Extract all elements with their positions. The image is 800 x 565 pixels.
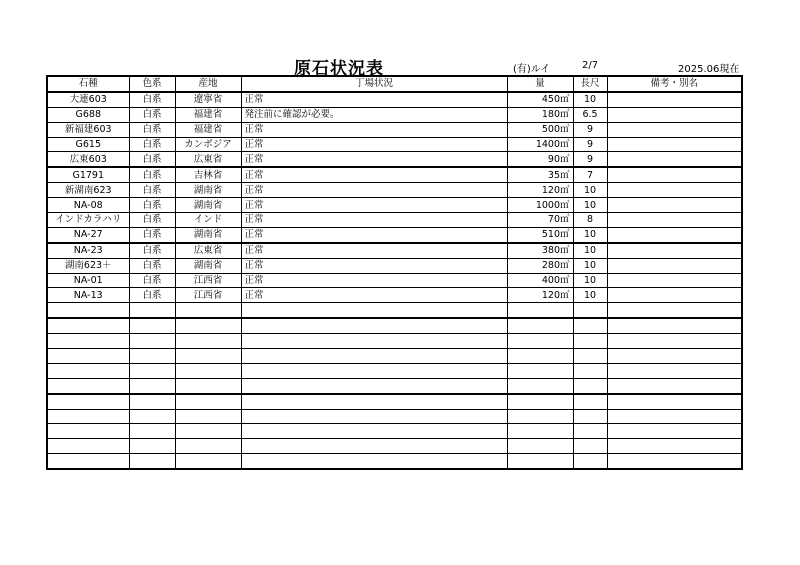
- cell-quantity: 400㎥: [507, 273, 573, 288]
- cell-notes: [607, 349, 742, 364]
- cell-length: 10: [573, 243, 607, 258]
- cell-origin: [175, 349, 241, 364]
- cell-notes: [607, 213, 742, 228]
- cell-origin: [175, 454, 241, 469]
- cell-quantity: 510㎥: [507, 227, 573, 242]
- cell-length: [573, 318, 607, 333]
- cell-quantity: 1000㎥: [507, 198, 573, 213]
- cell-origin: [175, 409, 241, 424]
- col-header-quarry-status: 丁場状況: [241, 76, 507, 92]
- cell-stone-type: 大連603: [47, 92, 129, 107]
- cell-quarry-status: 正常: [241, 92, 507, 107]
- cell-origin: [175, 424, 241, 439]
- cell-stone-type: NA-08: [47, 198, 129, 213]
- table-row: [47, 107, 742, 122]
- cell-stone-type: G615: [47, 137, 129, 152]
- cell-quantity: 450㎥: [507, 92, 573, 107]
- table-row: [47, 349, 742, 364]
- cell-origin: 広東省: [175, 243, 241, 258]
- cell-color: 白系: [129, 167, 175, 182]
- cell-quarry-status: [241, 409, 507, 424]
- cell-quantity: [507, 424, 573, 439]
- cell-length: 10: [573, 288, 607, 303]
- cell-color: [129, 439, 175, 454]
- cell-quarry-status: [241, 334, 507, 349]
- cell-length: [573, 454, 607, 469]
- cell-notes: [607, 107, 742, 122]
- cell-stone-type: [47, 349, 129, 364]
- cell-origin: 湖南省: [175, 198, 241, 213]
- col-header-color: 色系: [129, 76, 175, 92]
- cell-length: 9: [573, 152, 607, 167]
- cell-quantity: 380㎥: [507, 243, 573, 258]
- table-row: [47, 152, 742, 167]
- table-row: [47, 122, 742, 137]
- cell-stone-type: 新湖南623: [47, 183, 129, 198]
- page-number: 2/7: [582, 60, 599, 71]
- cell-quantity: 180㎥: [507, 107, 573, 122]
- cell-notes: [607, 454, 742, 469]
- cell-stone-type: [47, 318, 129, 333]
- company-name: (有)ルイ: [513, 64, 551, 75]
- cell-stone-type: インドカラハリ: [47, 213, 129, 228]
- cell-quarry-status: 正常: [241, 167, 507, 182]
- cell-quantity: [507, 409, 573, 424]
- cell-notes: [607, 409, 742, 424]
- table-row: [47, 454, 742, 469]
- cell-color: [129, 363, 175, 378]
- cell-length: 10: [573, 198, 607, 213]
- cell-quarry-status: 発注前に確認が必要。: [241, 107, 507, 122]
- cell-notes: [607, 258, 742, 273]
- cell-notes: [607, 273, 742, 288]
- table-row: [47, 394, 742, 409]
- table-row: [47, 409, 742, 424]
- cell-length: 7: [573, 167, 607, 182]
- table-row: [47, 227, 742, 242]
- cell-origin: [175, 334, 241, 349]
- cell-quarry-status: [241, 303, 507, 318]
- cell-length: 8: [573, 213, 607, 228]
- cell-stone-type: G688: [47, 107, 129, 122]
- cell-length: [573, 378, 607, 393]
- cell-stone-type: NA-13: [47, 288, 129, 303]
- cell-quarry-status: [241, 424, 507, 439]
- cell-quarry-status: 正常: [241, 213, 507, 228]
- cell-stone-type: [47, 439, 129, 454]
- table-header-row: [47, 76, 742, 92]
- cell-quantity: [507, 439, 573, 454]
- cell-length: 10: [573, 92, 607, 107]
- cell-notes: [607, 303, 742, 318]
- col-header-notes: 備考・別名: [607, 76, 742, 92]
- cell-quantity: 280㎥: [507, 258, 573, 273]
- cell-origin: 江西省: [175, 288, 241, 303]
- cell-notes: [607, 363, 742, 378]
- cell-origin: 広東省: [175, 152, 241, 167]
- cell-notes: [607, 378, 742, 393]
- cell-origin: [175, 303, 241, 318]
- cell-length: 10: [573, 227, 607, 242]
- cell-color: 白系: [129, 122, 175, 137]
- table-row: [47, 258, 742, 273]
- cell-notes: [607, 334, 742, 349]
- cell-stone-type: NA-23: [47, 243, 129, 258]
- cell-origin: 江西省: [175, 273, 241, 288]
- table-row: [47, 92, 742, 107]
- cell-length: 10: [573, 273, 607, 288]
- cell-quantity: 35㎥: [507, 167, 573, 182]
- cell-length: 9: [573, 122, 607, 137]
- cell-color: [129, 318, 175, 333]
- cell-color: 白系: [129, 273, 175, 288]
- cell-color: [129, 394, 175, 409]
- cell-color: [129, 424, 175, 439]
- cell-length: 6.5: [573, 107, 607, 122]
- cell-origin: 湖南省: [175, 183, 241, 198]
- stone-status-table: [46, 75, 743, 470]
- cell-stone-type: [47, 363, 129, 378]
- table-row: [47, 167, 742, 182]
- cell-length: [573, 349, 607, 364]
- cell-notes: [607, 122, 742, 137]
- cell-color: [129, 334, 175, 349]
- cell-quantity: 120㎥: [507, 288, 573, 303]
- cell-notes: [607, 394, 742, 409]
- cell-stone-type: [47, 454, 129, 469]
- cell-notes: [607, 424, 742, 439]
- cell-quarry-status: 正常: [241, 288, 507, 303]
- cell-length: [573, 334, 607, 349]
- cell-origin: カンボジア: [175, 137, 241, 152]
- cell-length: [573, 409, 607, 424]
- cell-quantity: [507, 378, 573, 393]
- cell-color: 白系: [129, 213, 175, 228]
- cell-length: [573, 363, 607, 378]
- table-row: [47, 243, 742, 258]
- cell-quarry-status: [241, 378, 507, 393]
- cell-notes: [607, 183, 742, 198]
- cell-length: [573, 303, 607, 318]
- table-row: [47, 378, 742, 393]
- cell-origin: [175, 439, 241, 454]
- table-row: [47, 213, 742, 228]
- cell-length: 10: [573, 258, 607, 273]
- cell-length: [573, 424, 607, 439]
- cell-origin: [175, 363, 241, 378]
- cell-stone-type: [47, 334, 129, 349]
- cell-origin: 湖南省: [175, 258, 241, 273]
- table-row: [47, 303, 742, 318]
- cell-color: 白系: [129, 258, 175, 273]
- cell-quarry-status: 正常: [241, 243, 507, 258]
- as-of-date: 2025.06現在: [678, 64, 740, 75]
- cell-quarry-status: 正常: [241, 198, 507, 213]
- cell-color: 白系: [129, 92, 175, 107]
- cell-color: [129, 454, 175, 469]
- table-row: [47, 439, 742, 454]
- table-row: [47, 183, 742, 198]
- cell-origin: [175, 318, 241, 333]
- cell-notes: [607, 243, 742, 258]
- cell-stone-type: [47, 409, 129, 424]
- cell-quantity: [507, 349, 573, 364]
- cell-quarry-status: [241, 454, 507, 469]
- cell-stone-type: [47, 424, 129, 439]
- cell-quantity: [507, 303, 573, 318]
- cell-origin: 吉林省: [175, 167, 241, 182]
- col-header-length: 長尺: [573, 76, 607, 92]
- cell-quantity: 500㎥: [507, 122, 573, 137]
- cell-notes: [607, 167, 742, 182]
- cell-stone-type: G1791: [47, 167, 129, 182]
- page-title: 原石状況表: [294, 59, 384, 79]
- table-row: [47, 424, 742, 439]
- cell-color: 白系: [129, 152, 175, 167]
- cell-notes: [607, 92, 742, 107]
- cell-origin: 湖南省: [175, 227, 241, 242]
- cell-quantity: [507, 318, 573, 333]
- cell-origin: 遼寧省: [175, 92, 241, 107]
- col-header-quantity: 量: [507, 76, 573, 92]
- table-row: [47, 318, 742, 333]
- cell-color: 白系: [129, 107, 175, 122]
- cell-length: [573, 394, 607, 409]
- cell-quarry-status: 正常: [241, 273, 507, 288]
- cell-color: 白系: [129, 198, 175, 213]
- cell-quarry-status: [241, 363, 507, 378]
- cell-origin: 福建省: [175, 107, 241, 122]
- cell-color: [129, 409, 175, 424]
- cell-quantity: 120㎥: [507, 183, 573, 198]
- cell-quantity: [507, 334, 573, 349]
- cell-notes: [607, 318, 742, 333]
- cell-color: [129, 303, 175, 318]
- cell-stone-type: [47, 303, 129, 318]
- cell-quarry-status: [241, 394, 507, 409]
- cell-stone-type: [47, 378, 129, 393]
- col-header-stone-type: 石種: [47, 76, 129, 92]
- cell-quantity: 90㎥: [507, 152, 573, 167]
- cell-stone-type: [47, 394, 129, 409]
- cell-quarry-status: 正常: [241, 227, 507, 242]
- cell-quantity: 1400㎥: [507, 137, 573, 152]
- table-row: [47, 198, 742, 213]
- cell-stone-type: 新福建603: [47, 122, 129, 137]
- cell-color: 白系: [129, 243, 175, 258]
- cell-notes: [607, 288, 742, 303]
- cell-stone-type: NA-27: [47, 227, 129, 242]
- cell-quarry-status: 正常: [241, 137, 507, 152]
- cell-quarry-status: 正常: [241, 122, 507, 137]
- col-header-origin: 産地: [175, 76, 241, 92]
- table-row: [47, 334, 742, 349]
- cell-notes: [607, 439, 742, 454]
- cell-color: 白系: [129, 227, 175, 242]
- cell-quarry-status: [241, 318, 507, 333]
- cell-color: [129, 349, 175, 364]
- cell-color: [129, 378, 175, 393]
- cell-stone-type: 湖南623＋: [47, 258, 129, 273]
- cell-quantity: [507, 363, 573, 378]
- cell-color: 白系: [129, 137, 175, 152]
- table-row: [47, 273, 742, 288]
- cell-length: 10: [573, 183, 607, 198]
- cell-origin: インド: [175, 213, 241, 228]
- cell-quarry-status: 正常: [241, 152, 507, 167]
- cell-quantity: [507, 454, 573, 469]
- cell-quarry-status: 正常: [241, 258, 507, 273]
- cell-notes: [607, 227, 742, 242]
- cell-quarry-status: 正常: [241, 183, 507, 198]
- cell-stone-type: NA-01: [47, 273, 129, 288]
- cell-quantity: [507, 394, 573, 409]
- cell-quantity: 70㎥: [507, 213, 573, 228]
- table-row: [47, 363, 742, 378]
- cell-origin: 福建省: [175, 122, 241, 137]
- table-row: [47, 288, 742, 303]
- cell-quarry-status: [241, 439, 507, 454]
- cell-stone-type: 広東603: [47, 152, 129, 167]
- cell-notes: [607, 152, 742, 167]
- cell-origin: [175, 394, 241, 409]
- cell-quarry-status: [241, 349, 507, 364]
- cell-notes: [607, 137, 742, 152]
- cell-origin: [175, 378, 241, 393]
- cell-length: [573, 439, 607, 454]
- cell-color: 白系: [129, 288, 175, 303]
- table-row: [47, 137, 742, 152]
- cell-length: 9: [573, 137, 607, 152]
- cell-notes: [607, 198, 742, 213]
- cell-color: 白系: [129, 183, 175, 198]
